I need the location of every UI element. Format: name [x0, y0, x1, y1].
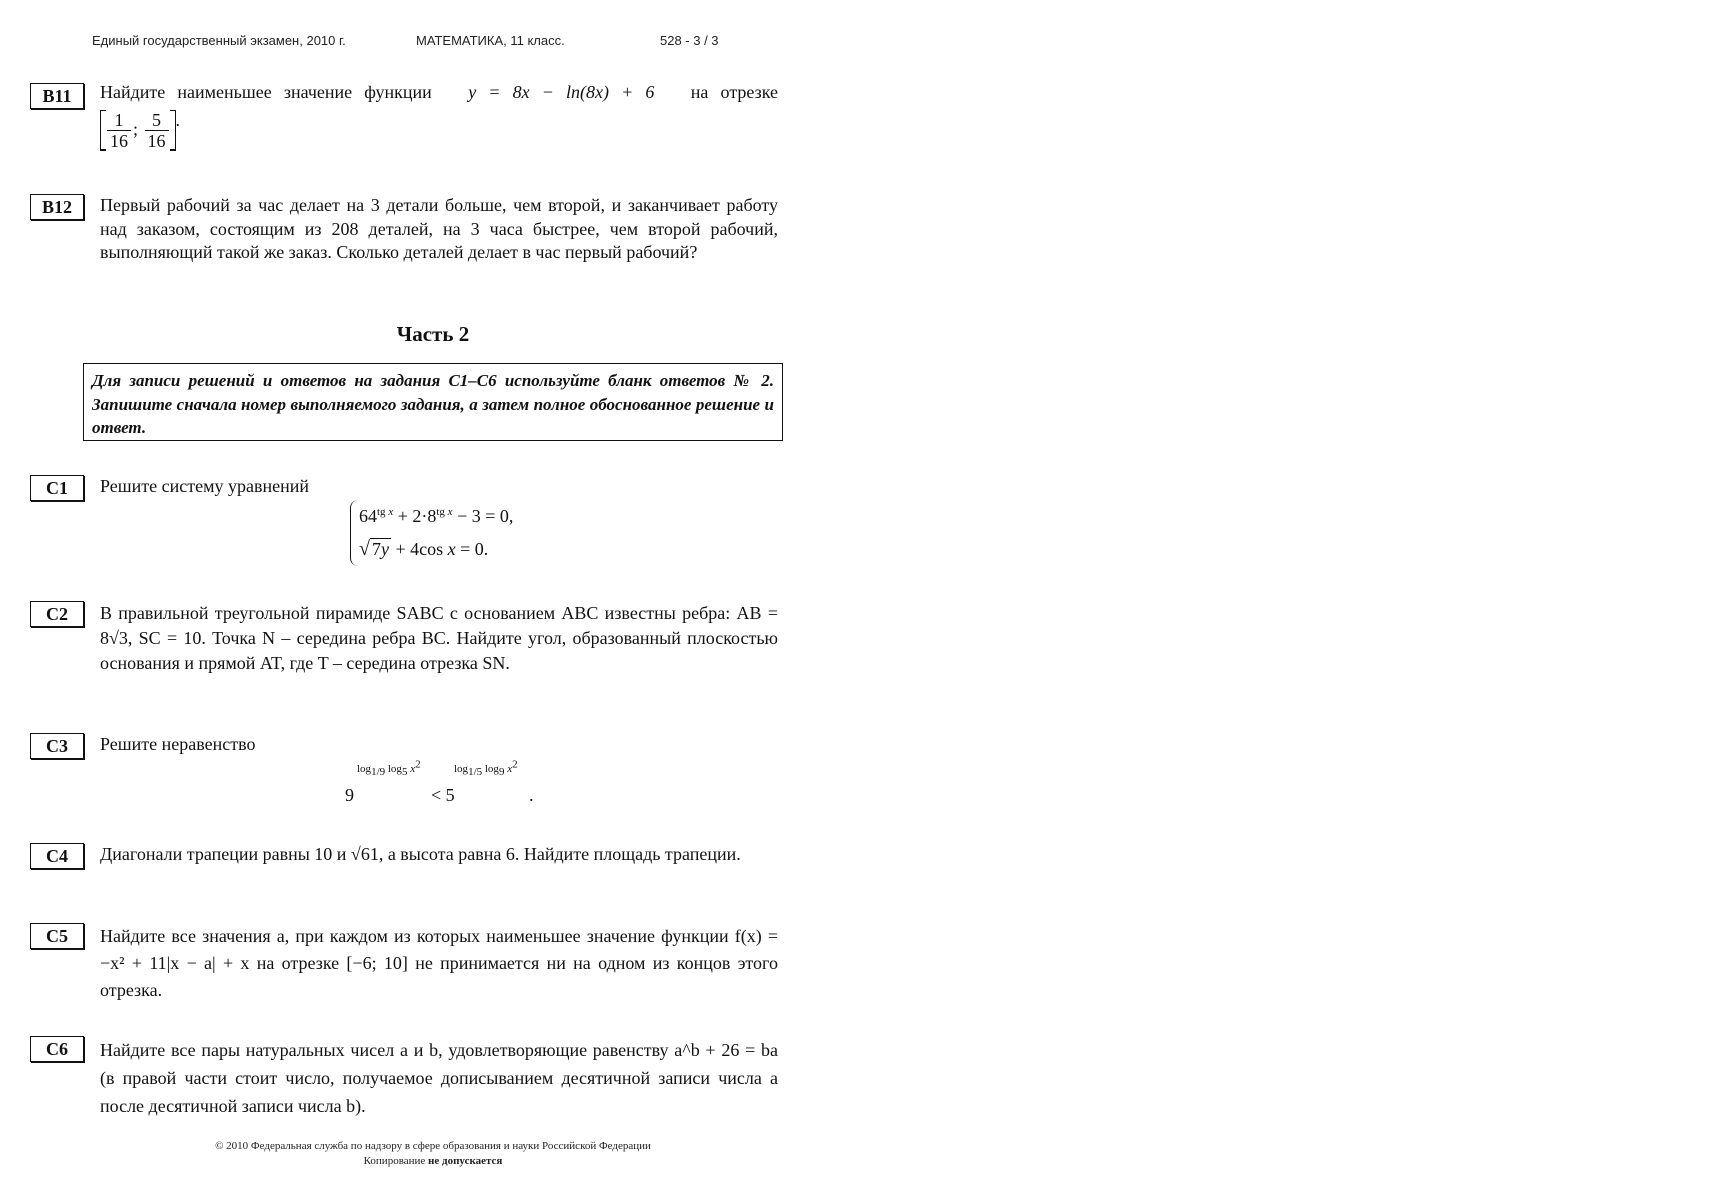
task-tag: B11: [30, 83, 84, 109]
task-b11-function: y = 8x − ln(8x) + 6: [468, 82, 655, 102]
footer-copyright: © 2010 Федеральная служба по надзору в сфере образования и науки Российской Федерации: [215, 1140, 651, 1152]
task-c4-text: Диагонали трапеции равны 10 и √61, а высота равна 6. Найдите площадь трапеции.: [100, 844, 741, 864]
page-header: [92, 33, 732, 53]
task-c5-text: Найдите все значения a, при каждом из которых наименьшее значение функции f(x) = −x² + 11|x − a| + x на отрезке [−6; 10] не принимается ни на одном из концов этого отрезка.: [100, 926, 778, 1000]
task-tag: C6: [30, 1036, 84, 1062]
equation-2: √ 7y + 4cos x = 0.: [359, 538, 489, 560]
footer-copy-notice: Копирование не допускается: [363, 1155, 503, 1167]
equation-1: $64^{tg x} + 2\cdot 8^{tg x} - 3 = 0$,: [359, 506, 514, 526]
header-exam: Единый государственный экзамен, 2010 г.: [92, 33, 346, 48]
instructions-box: Для записи решений и ответов на задания С1–С6 используйте бланк ответов № 2. Запишите сначала номер выполняемого задания, а затем полное обоснованное решение и ответ.: [83, 363, 783, 441]
task-c3-text: Решите неравенство: [100, 734, 256, 754]
task-tag: C3: [30, 733, 84, 759]
task-b11-body: [100, 81, 778, 151]
task-tag: C1: [30, 475, 84, 501]
header-page-number: 528 - 3 / 3: [660, 33, 719, 48]
task-b11-interval: $\frac{1}{16}$ ; $\frac{5}{16}$ .: [100, 109, 778, 151]
inequality-expression: 9 $\log_{1/9} \log_5 x^2$ < 5 $\log_{1/5} \log_9 x^2$ .: [345, 758, 534, 805]
task-c6-text: Найдите все пары натуральных чисел a и b, удовлетворяющие равенству a^b + 26 = ba (в правой части стоит число, получаемое дописыванием десятичной записи числа a после десятичной записи числа b).: [100, 1040, 778, 1116]
page-footer: [0, 1139, 866, 1169]
task-tag: C2: [30, 601, 84, 627]
task-b11-text-before: Найдите наименьшее значение функции: [100, 82, 432, 102]
task-tag: B12: [30, 194, 84, 220]
equation-system: [350, 500, 513, 566]
task-b12-text: Первый рабочий за час делает на 3 детали больше, чем второй, и заканчивает работу над заказом, состоящим из 208 деталей, на 3 часа быстрее, чем второй рабочий, выполняющий такой же заказ. Сколько деталей делает в час первый рабочий?: [100, 195, 778, 262]
task-b11-text-after: на отрезке: [690, 82, 779, 102]
part-title: Часть 2: [396, 322, 470, 346]
task-c1-text: Решите систему уравнений: [100, 476, 309, 496]
task-tag: C4: [30, 843, 84, 869]
task-c2-text: В правильной треугольной пирамиде SABC с основанием ABC известны ребра: AB = 8√3, SC = 10. Точка N – середина ребра BC. Найдите угол, образованный плоскостью основания и прямой AT, где T – середина отрезка SN.: [100, 603, 778, 673]
header-subject: МАТЕМАТИКА, 11 класс.: [416, 33, 565, 48]
task-tag: C5: [30, 923, 84, 949]
